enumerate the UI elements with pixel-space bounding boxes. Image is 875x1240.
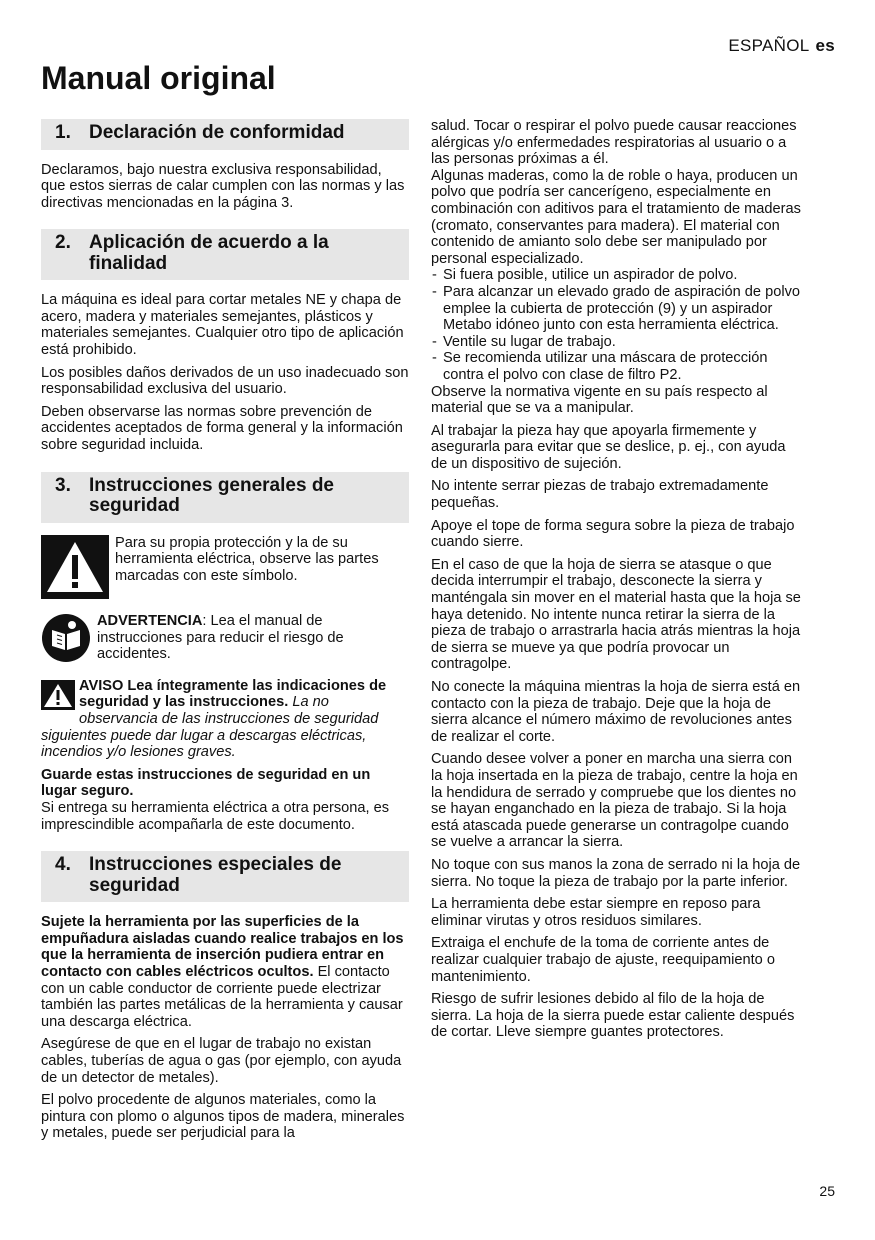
read-manual-icon — [41, 613, 91, 668]
list-item: - Se recomienda utilizar una máscara de protección contra el polvo con clase de filtro P2. — [431, 350, 803, 383]
warning-symbol-note — [41, 535, 409, 604]
read-manual-note — [41, 613, 409, 668]
paragraph: Al trabajar la pieza hay que apoyarla firmemente y asegurarla para evitar que se deslice, p. ej., con ayuda de un dispositivo de sujeción. — [431, 422, 786, 472]
section-number: 3. — [55, 474, 71, 496]
section-title: Instrucciones generales de seguridad — [89, 474, 334, 517]
language-code: es — [815, 36, 835, 55]
section-2-heading — [41, 229, 409, 280]
list-item: - Si fuera posible, utilice un aspirador de polvo. — [431, 267, 803, 284]
paragraph: El polvo procedente de algunos materiales, como la pintura con plomo o algunos tipos de madera, minerales y metales, puede ser perjudicial para la — [41, 1092, 405, 1142]
dust-measures-list — [431, 267, 803, 383]
section-title: Aplicación de acuerdo a la finalidad — [89, 232, 329, 274]
warning-triangle-icon — [41, 535, 109, 604]
page-number: 25 — [819, 1183, 835, 1199]
grip-warning-text: El contacto con un cable conductor de corriente puede electrizar también las partes metálicas de la herramienta y causar una descarga eléctrica. — [41, 963, 403, 1030]
paragraph: Apoye el tope de forma segura sobre la pieza de trabajo cuando sierre. — [431, 517, 795, 551]
warning-text: : Lea el manual de instrucciones para reducir el riesgo de accidentes. — [97, 613, 344, 663]
warning-small-icon — [41, 680, 75, 715]
language-name: ESPAÑOL — [728, 36, 810, 55]
paragraph: Algunas maderas, como la de roble o haya, producen un polvo que podría ser cancerígeno, especialmente en combinación con aditivos para el tratamiento de maderas (cromato, conservantes para madera). El material con contenido de amianto solo debe ser manipulado por personal especializado. — [431, 167, 801, 267]
paragraph: La máquina es ideal para cortar metales NE y chapa de acero, madera y materiales semejantes, plásticos y materiales semejantes. Cualquier otro tipo de aplicación está prohibido. — [41, 292, 404, 359]
section-title: Declaración de conformidad — [89, 122, 345, 143]
keep-instructions-bold: Guarde estas instrucciones de seguridad en un lugar seguro. — [41, 766, 371, 800]
paragraph: Cuando desee volver a poner en marcha una sierra con la hoja insertada en la pieza de trabajo, centre la hoja en la hendidura de serrado y compruebe que los dientes no se hayan enganchado en la pieza de trabajo. Si la hoja está atascada puede generarse un contragolpe cuando se vuelve a arrancar la sierra. — [431, 751, 798, 851]
paragraph: Deben observarse las normas sobre prevención de accidentes aceptados de forma general y la información sobre seguridad incluida. — [41, 403, 403, 454]
page-title: Manual original — [41, 60, 276, 96]
paragraph: Asegúrese de que en el lugar de trabajo no existan cables, tuberías de agua o gas (por ejemplo, con ayuda de un detector de metales). — [41, 1036, 402, 1086]
list-item: - Para alcanzar un elevado grado de aspiración de polvo emplee la cubierta de protección (9) y un aspirador Metabo idóneo junto con esta herramienta eléctrica. — [431, 284, 803, 334]
paragraph: En el caso de que la hoja de sierra se atasque o que decida interrumpir el trabajo, desconecte la sierra y manténgala sin mover en el material hasta que la hoja se haya detenido. No intente nunca retirar la sierra de la pieza de trabajo o arrastrarla hacia atrás mientras la hoja de sierra se mueve ya que podría provocar un contragolpe. — [431, 556, 801, 673]
paragraph: No toque con sus manos la zona de serrado ni la hoja de sierra. No toque la pieza de trabajo por la parte inferior. — [431, 856, 801, 890]
left-column — [41, 119, 409, 1148]
symbol-note-text: Para su propia protección y la de su herramienta eléctrica, observe las partes marcadas con este símbolo. — [115, 534, 379, 584]
paragraph: No intente serrar piezas de trabajo extremadamente pequeñas. — [431, 478, 769, 512]
paragraph: Riesgo de sufrir lesiones debido al filo de la hoja de sierra. La hoja de la sierra puede estar caliente después de cortar. Lleve siempre guantes protectores. — [431, 991, 795, 1041]
right-column — [431, 118, 803, 1047]
section-title: Instrucciones especiales de seguridad — [89, 854, 342, 896]
language-header — [728, 36, 835, 56]
warning-label: ADVERTENCIA — [97, 613, 203, 630]
aviso-italic-text: La no observancia de las instrucciones de seguridad siguientes puede dar lugar a descargas eléctricas, incendios y/o lesiones graves. — [41, 694, 379, 761]
paragraph: Observe la normativa vigente en su país respecto al material que se va a manipular. — [431, 383, 768, 417]
conformity-paragraph: Declaramos, bajo nuestra exclusiva responsabilidad, que estos sierras de calar cumplen con las normas y las directivas mencionadas en la página 3. — [41, 161, 405, 211]
keep-instructions-text: Si entrega su herramienta eléctrica a otra persona, es imprescindible acompañarla de este documento. — [41, 799, 390, 833]
section-number: 4. — [55, 854, 71, 876]
section-3-heading — [41, 472, 409, 523]
section-4-heading — [41, 851, 409, 902]
list-item: - Ventile su lugar de trabajo. — [431, 334, 803, 351]
aviso-bold-text: AVISO Lea íntegramente las indicaciones de seguridad y las instrucciones. — [79, 677, 387, 711]
paragraph: salud. Tocar o respirar el polvo puede causar reacciones alérgicas y/o enfermedades respiratorias al usuario o a las personas próximas a él. — [431, 118, 797, 168]
paragraph: La herramienta debe estar siempre en reposo para eliminar virutas y otros residuos similares. — [431, 896, 761, 929]
grip-warning-bold: Sujete la herramienta por las superficies de la empuñadura aisladas cuando realice trabajos en los que la herramienta de inserción pudiera entrar en contacto con cables eléctricos ocultos. — [41, 914, 404, 980]
section-1-heading — [41, 119, 409, 150]
section-number: 1. — [55, 122, 71, 143]
aviso-note — [41, 678, 409, 761]
paragraph: Extraiga el enchufe de la toma de corriente antes de realizar cualquier trabajo de ajuste, reequipamiento o mantenimiento. — [431, 935, 775, 985]
paragraph: No conecte la máquina mientras la hoja de sierra está en contacto con la pieza de trabajo. Deje que la hoja de sierra alcance el número máximo de revoluciones antes de realizar el corte. — [431, 679, 801, 745]
paragraph: Los posibles daños derivados de un uso inadecuado son responsabilidad exclusiva del usuario. — [41, 364, 409, 398]
section-number: 2. — [55, 232, 71, 254]
